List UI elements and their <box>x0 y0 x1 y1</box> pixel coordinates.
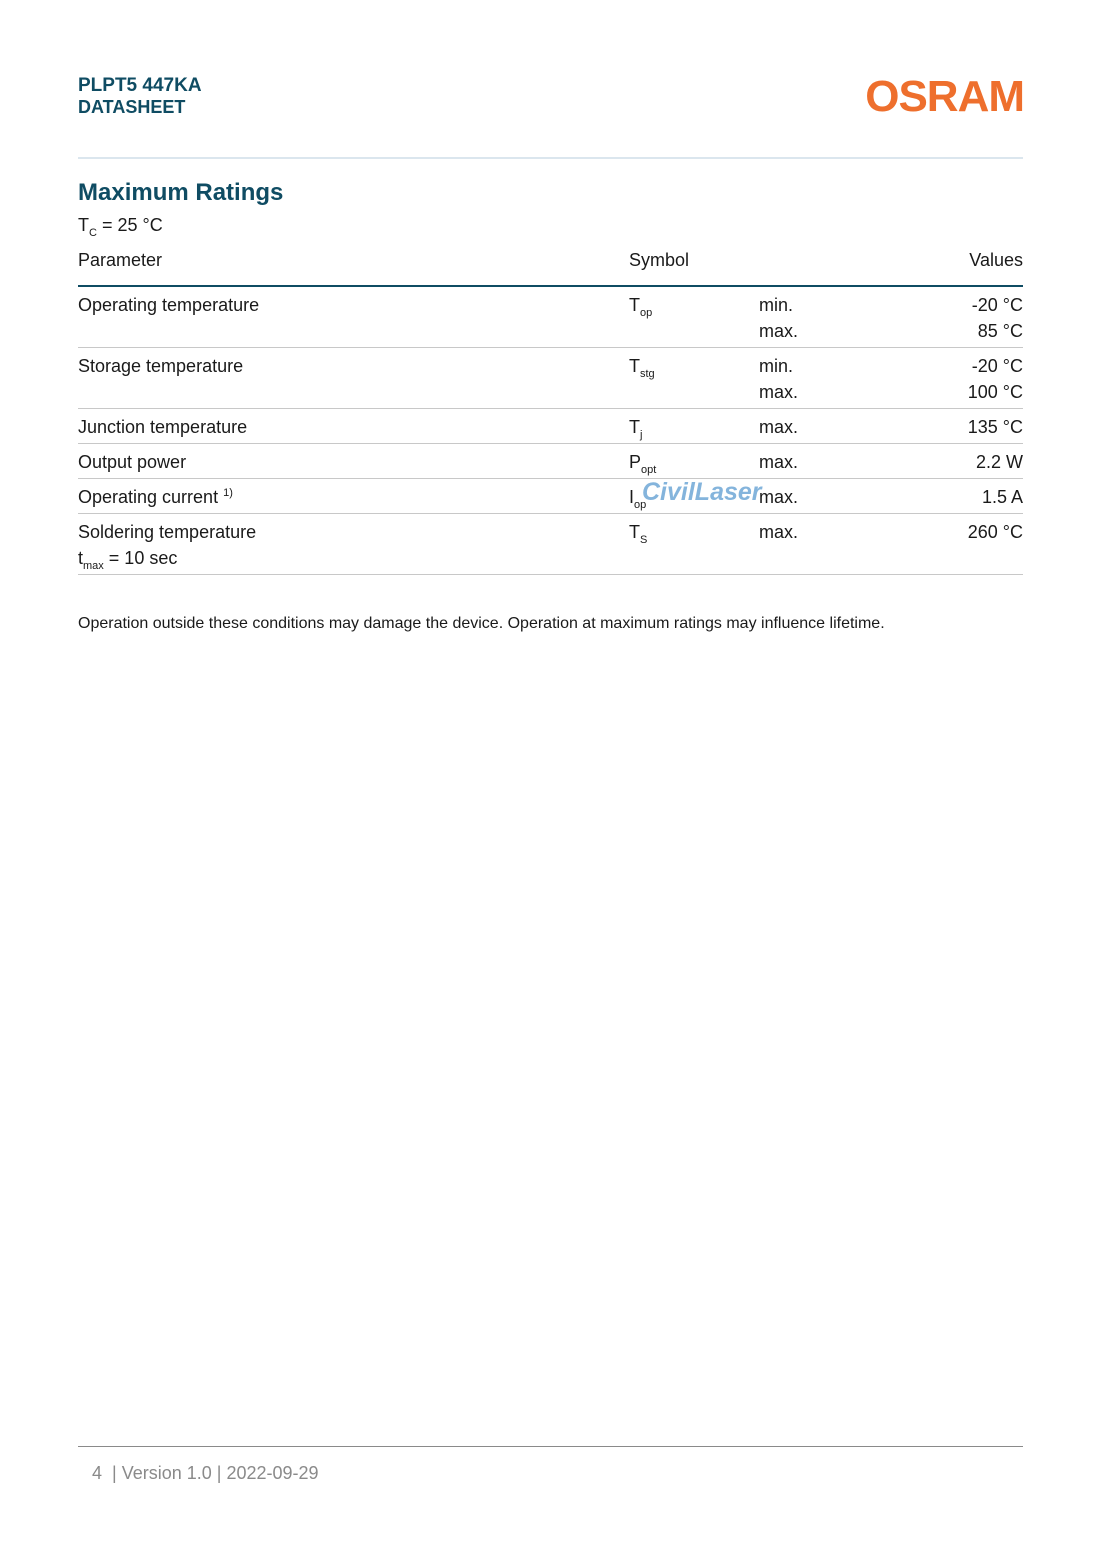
header-values: Values <box>969 250 1023 270</box>
condition-subscript: C <box>89 227 97 239</box>
limit-type: max. <box>759 321 799 341</box>
param-label: Output power <box>78 452 187 472</box>
limit-type: min. <box>759 295 794 315</box>
table-row <box>78 444 1023 479</box>
symbol-main: P <box>629 452 642 472</box>
value: -20 °C <box>971 295 1023 315</box>
header-divider <box>78 157 1023 159</box>
version-info: | Version 1.0 | 2022-09-29 <box>112 1463 319 1483</box>
limit-type: max. <box>759 487 799 507</box>
value: 1.5 A <box>981 487 1023 507</box>
ratings-note: Operation outside these conditions may damage the device. Operation at maximum ratings may influence lifetime. <box>78 615 885 632</box>
limit-type: max. <box>759 382 799 402</box>
footnote-marker: 1) <box>223 487 233 499</box>
value: 85 °C <box>977 321 1023 341</box>
footer <box>92 1462 319 1484</box>
watermark: CivilLaser <box>642 478 762 506</box>
table-row <box>78 409 1023 444</box>
param-symbol <box>629 292 652 318</box>
limit-type: min. <box>759 356 794 376</box>
table-row <box>78 479 1023 514</box>
param-symbol <box>629 519 647 545</box>
document-type: DATASHEET <box>78 97 186 117</box>
value: 2.2 W <box>975 452 1023 472</box>
test-condition <box>78 214 163 239</box>
symbol-main: T <box>629 417 640 437</box>
symbol-subscript: opt <box>641 464 657 476</box>
symbol-subscript: stg <box>640 368 655 380</box>
product-name: PLPT5 447KA <box>78 75 202 96</box>
symbol-subscript: j <box>640 429 643 441</box>
param-label: Operating temperature <box>78 295 260 315</box>
param-condition <box>78 545 177 571</box>
section-title: Maximum Ratings <box>78 179 284 206</box>
limit-type: max. <box>759 452 799 472</box>
value: 260 °C <box>967 522 1023 542</box>
header-parameter: Parameter <box>78 250 163 270</box>
condition-subscript: max <box>83 560 104 572</box>
param-symbol <box>629 353 655 379</box>
page-number: 4 <box>92 1463 103 1483</box>
condition-symbol: t <box>78 548 84 568</box>
param-symbol <box>629 449 656 475</box>
symbol-main: I <box>629 487 635 507</box>
param-symbol <box>629 414 642 440</box>
limit-type: max. <box>759 522 799 542</box>
table-row <box>78 287 1023 348</box>
condition-value: = 10 sec <box>103 548 178 568</box>
table-row <box>78 348 1023 409</box>
footer-divider <box>78 1446 1023 1447</box>
symbol-main: T <box>629 522 640 542</box>
symbol-subscript: S <box>640 534 648 546</box>
symbol-main: T <box>629 356 640 376</box>
table-header <box>78 247 1023 287</box>
symbol-subscript: op <box>634 499 647 511</box>
param-label: Junction temperature <box>78 417 248 437</box>
limit-type: max. <box>759 417 799 437</box>
value: -20 °C <box>971 356 1023 376</box>
ratings-table <box>78 247 1023 575</box>
table-row <box>78 514 1023 575</box>
symbol-main: T <box>629 295 640 315</box>
param-label <box>78 484 233 510</box>
value: 100 °C <box>967 382 1023 402</box>
param-label: Soldering temperature <box>78 522 257 542</box>
value: 135 °C <box>967 417 1023 437</box>
header-symbol: Symbol <box>629 250 690 270</box>
param-text: Operating current <box>78 487 219 507</box>
condition-value: = 25 °C <box>96 215 163 235</box>
condition-symbol: T <box>78 215 89 235</box>
osram-logo: OSRAM <box>865 72 1024 121</box>
symbol-subscript: op <box>640 307 653 319</box>
param-label: Storage temperature <box>78 356 244 376</box>
